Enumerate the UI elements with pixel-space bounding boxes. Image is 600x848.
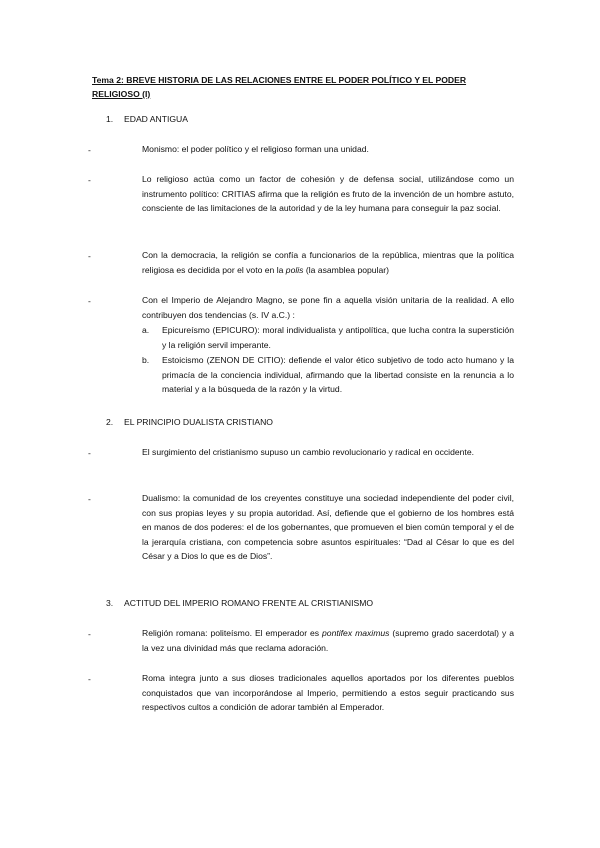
list-dash: - [88,448,91,458]
text-run: Dualismo: la comunidad de los creyentes constituye una sociedad independiente del poder civil, con sus propias leyes y su propia autoridad. Así, defiende que el gobierno de los hombres está en manos de dos poderes: el de los gobernantes, que promueven el bien común temporal y el de la jerarquía cristiana, con competencia sobre asuntos espirituales: “ [142,493,514,547]
section-number: 1. [106,114,114,124]
paragraph: Con el Imperio de Alejandro Magno, se pone fin a aquella visión unitaria de la realidad. A ello contribuyen dos tendencias (s. IV a.C.) : [142,295,514,320]
section-number: 2. [106,417,114,427]
text-run: Religión romana: politeísmo. El emperador es [142,628,323,638]
paragraph [142,626,514,655]
section-title: EL PRINCIPIO DUALISTA CRISTIANO [124,417,273,427]
sub-item-label: a. [142,325,150,335]
list-dash: - [88,251,91,261]
sub-item-text: Epicureísmo (EPICURO): moral individualista y antipolítica, que lucha contra la superstición y la religión servil imperante. [162,325,514,350]
list-dash: - [88,296,91,306]
paragraph: El surgimiento del cristianismo supuso un cambio revolucionario y radical en occidente. [142,447,474,457]
text-run: (la asamblea popular) [303,264,389,275]
list-dash: - [88,629,91,639]
italic-term: pontifex maximus [322,628,390,638]
paragraph [142,491,514,564]
page-title [92,73,512,101]
paragraph: Monismo: el poder político y el religioso forman una unidad. [142,144,369,154]
sub-item [142,353,514,397]
sub-item [142,323,514,352]
paragraph: Roma integra junto a sus dioses tradicionales aquellos aportados por los diferentes pueblos conquistados que van incorporándose al Imperio, permitiendo a estos seguir practicando sus respectivos cultos a condición de adorar también al Emperador. [142,673,514,713]
section-heading-3 [106,597,373,610]
list-dash: - [88,674,91,684]
list-dash: - [88,145,91,155]
list-dash: - [88,494,91,504]
section-heading-2 [106,416,273,429]
sub-item-text: Estoicismo (ZENON DE CITIO): defiende el valor ético subjetivo de todo acto humano y la primacía de la conciencia individual, afirmando que la libertad consiste en la renuncia a lo material y a la búsqueda de la razón y la virtud. [162,355,514,395]
text-run: ”. [267,551,273,562]
title-prefix: Tema 2: [92,75,124,85]
section-heading-1 [106,113,188,126]
section-number: 3. [106,598,114,608]
italic-term: polis [285,264,304,275]
list-dash: - [88,175,91,185]
text-run: Con la democracia, la religión se confía a funcionarios de la república, mientras que la política religiosa es decidida por el voto en la [142,250,514,275]
sub-item-label: b. [142,355,150,365]
paragraph [142,248,514,277]
paragraph: Lo religioso actúa como un factor de cohesión y de defensa social, utilizándose como un instrumento político: CRITIAS afirma que la religión es fruto de la invención de un hombre astuto, consciente de las limitaciones de la autoridad y de la ley humana para conseguir la paz social. [142,174,514,214]
quote-text: Dad al César lo que es del César y a Dios lo que es de Dios [142,536,514,562]
section-title: EDAD ANTIGUA [124,114,188,124]
title-text: BREVE HISTORIA DE LAS RELACIONES ENTRE EL PODER POLÍTICO Y EL PODER RELIGIOSO (I) [92,75,467,99]
text-run: (supremo grado sacerdotal) y a la vez una divinidad más que reclama adoración. [142,628,514,653]
section-title: ACTITUD DEL IMPERIO ROMANO FRENTE AL CRISTIANISMO [124,598,374,608]
